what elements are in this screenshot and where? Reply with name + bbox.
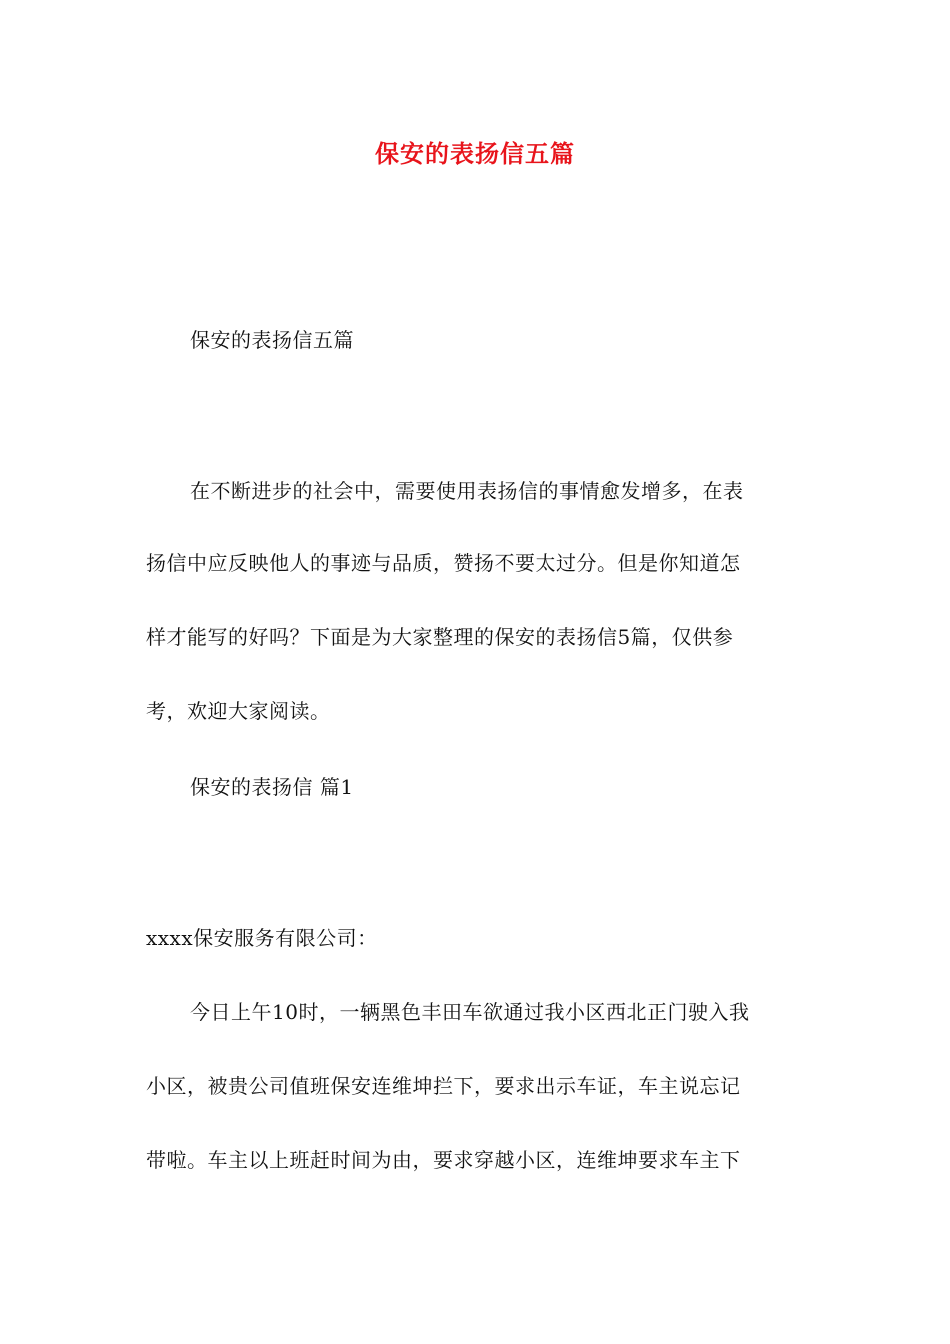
body-line: 小区，被贵公司值班保安连维坤拦下，要求出示车证，车主说忘记 — [146, 1074, 741, 1098]
salutation: xxxx保安服务有限公司： — [146, 926, 378, 950]
section-heading: 保安的表扬信 篇1 — [190, 775, 354, 799]
document-title: 保安的表扬信五篇 — [375, 139, 575, 168]
body-line: 带啦。车主以上班赶时间为由，要求穿越小区，连维坤要求车主下 — [146, 1148, 741, 1172]
intro-line: 扬信中应反映他人的事迹与品质，赞扬不要太过分。但是你知道怎 — [146, 551, 741, 575]
intro-line: 考，欢迎大家阅读。 — [146, 699, 331, 723]
intro-line: 在不断进步的社会中，需要使用表扬信的事情愈发增多，在表 — [190, 479, 744, 503]
document-subtitle: 保安的表扬信五篇 — [190, 328, 354, 352]
body-line: 今日上午10时，一辆黑色丰田车欲通过我小区西北正门驶入我 — [190, 1000, 750, 1024]
intro-line: 样才能写的好吗？下面是为大家整理的保安的表扬信5篇，仅供参 — [146, 625, 734, 649]
